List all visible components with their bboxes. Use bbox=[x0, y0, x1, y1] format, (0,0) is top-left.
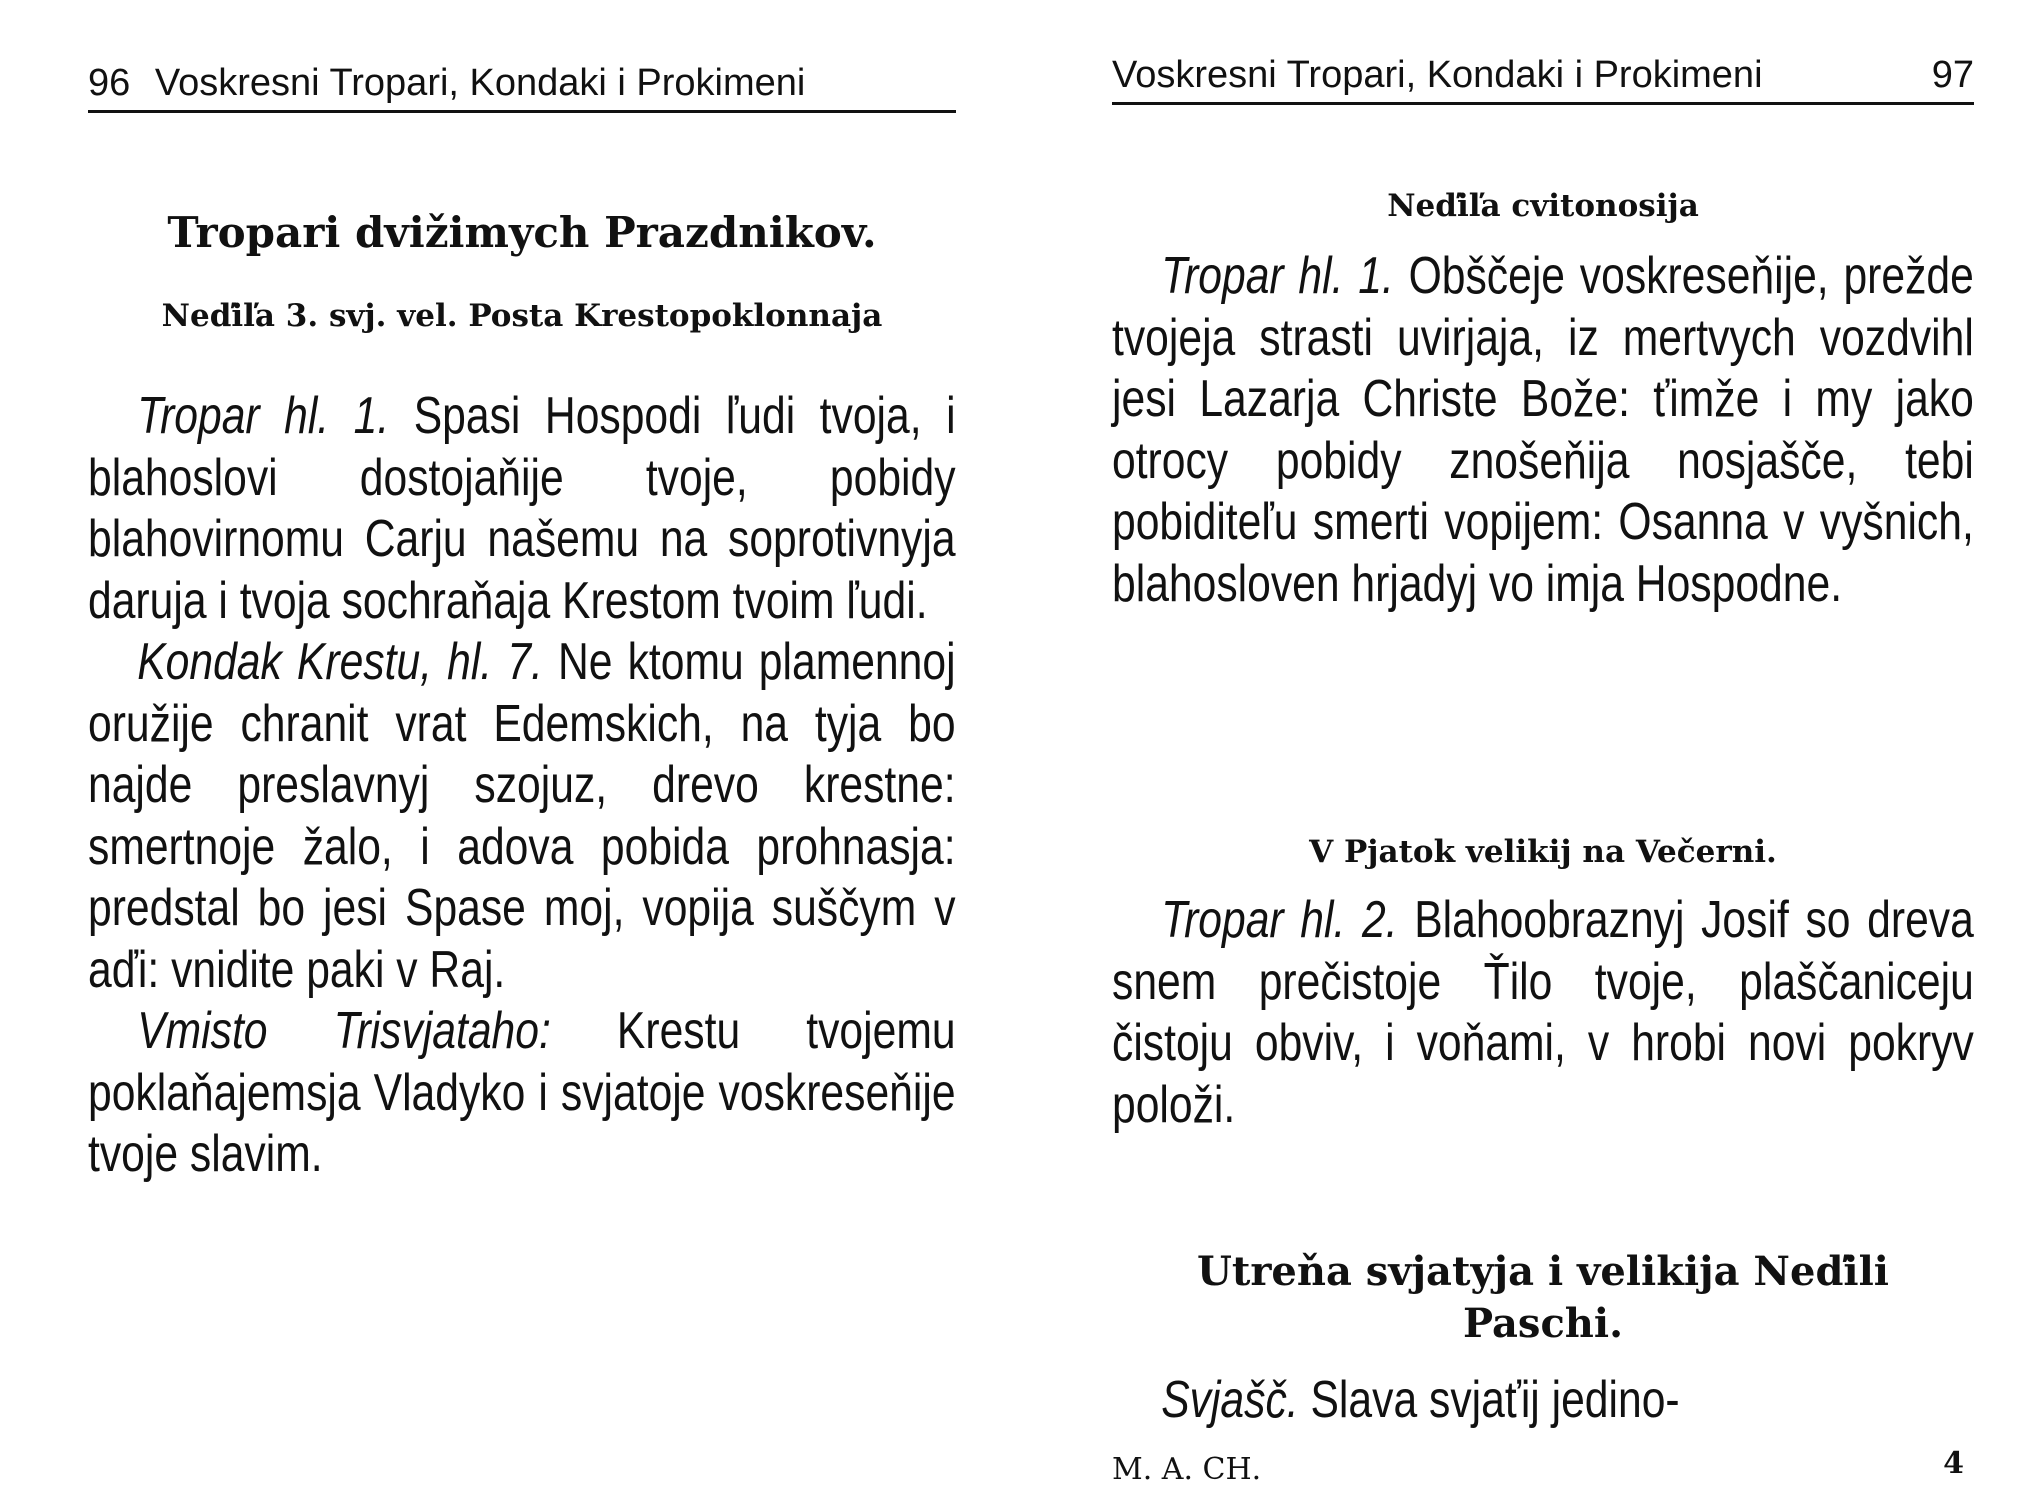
left-body bbox=[88, 386, 956, 1186]
paragraph-tropar-cvitonosija bbox=[1112, 246, 1974, 615]
running-head-right bbox=[1112, 48, 1974, 105]
page-number-right: 97 bbox=[1931, 54, 1974, 96]
section-heading: Tropari dvižimych Prazdnikov. bbox=[167, 208, 877, 257]
paragraph-tropar-pjatok bbox=[1112, 890, 1974, 1136]
right-body-2 bbox=[1112, 890, 1974, 1136]
signature-number: 4 bbox=[1943, 1446, 1964, 1481]
svjasc-label: Svjašč. bbox=[1161, 1371, 1299, 1429]
right-body-3 bbox=[1112, 1370, 1974, 1432]
svjasc-text: Slava svjaťij jedino- bbox=[1310, 1371, 1680, 1429]
signature-mark: M. A. CH. bbox=[1112, 1452, 1262, 1487]
tropar-text-cvitonosija: Obščeje voskreseňije, prežde tvojeja strasti uvirjaja, iz mertvych vozdvihl jesi Lazarja Christe Bože: ťimže i my jako otrocy pobidy znošeňija nosjašče, tebi pobiditeľu smerti vopijem: Osanna v vyšnich, blahosloven hrjadyj vo imja Hospodne. bbox=[1112, 247, 1974, 613]
heading-utrena-line2: Paschi. bbox=[1463, 1300, 1623, 1347]
running-title-right: Voskresni Tropari, Kondaki i Prokimeni bbox=[1112, 54, 1763, 96]
heading-cvitonosija: Neďiľa cvitonosija bbox=[1387, 188, 1699, 224]
tropar-label-cvitonosija: Tropar hl. 1. bbox=[1161, 247, 1394, 305]
heading-utrena-line1: Utreňa svjatyja i velikija Neďili bbox=[1197, 1248, 1889, 1295]
tropar-text: Spasi Hospodi ľudi tvoja, i blahoslovi dostojaňije tvoje, pobidy blahovirnomu Carju našemu na soprotivnyja daruja i tvoja sochraňaja Krestom tvoim ľudi. bbox=[88, 387, 956, 630]
heading-pjatok: V Pjatok velikij na Večerni. bbox=[1309, 834, 1777, 870]
tropar-label: Tropar hl. 1. bbox=[137, 387, 390, 445]
page-number-left: 96 bbox=[88, 62, 131, 104]
running-head-left bbox=[88, 56, 956, 113]
kondak-text: Ne ktomu plamennoj oružije chranit vrat Edemskich, na tyja bo najde preslavnyj szojuz, drevo krestne: smertnoje žalo, i adova pobida prohnasja: predstal bo jesi Spase moj, vopija suščym v aďi: vnidite paki v Raj. bbox=[88, 633, 956, 999]
trisvjataho-text: Krestu tvojemu poklaňajemsja Vladyko i svjatoje voskreseňije tvoje slavim. bbox=[88, 1002, 956, 1183]
kondak-label: Kondak Krestu, hl. 7. bbox=[137, 633, 543, 691]
paragraph-kondak bbox=[88, 632, 956, 1001]
right-page bbox=[1112, 0, 1974, 1500]
paragraph-trisvjataho bbox=[88, 1001, 956, 1186]
running-title-left: Voskresni Tropari, Kondaki i Prokimeni bbox=[154, 62, 806, 104]
paragraph-tropar bbox=[88, 386, 956, 632]
right-body-1 bbox=[1112, 246, 1974, 615]
tropar-label-pjatok: Tropar hl. 2. bbox=[1161, 891, 1398, 949]
paragraph-svjasc bbox=[1112, 1370, 1974, 1432]
section-subheading: Neďiľa 3. svj. vel. Posta Krestopoklonnaja bbox=[161, 298, 883, 334]
tropar-text-pjatok: Blahoobraznyj Josif so dreva snem prečistoje Ťilo tvoje, plaščaniceju čistoju obviv, i voňami, v hrobi novi pokryv položi. bbox=[1112, 891, 1974, 1134]
left-page bbox=[88, 0, 956, 1500]
trisvjataho-label: Vmisto Trisvjataho: bbox=[137, 1002, 551, 1060]
